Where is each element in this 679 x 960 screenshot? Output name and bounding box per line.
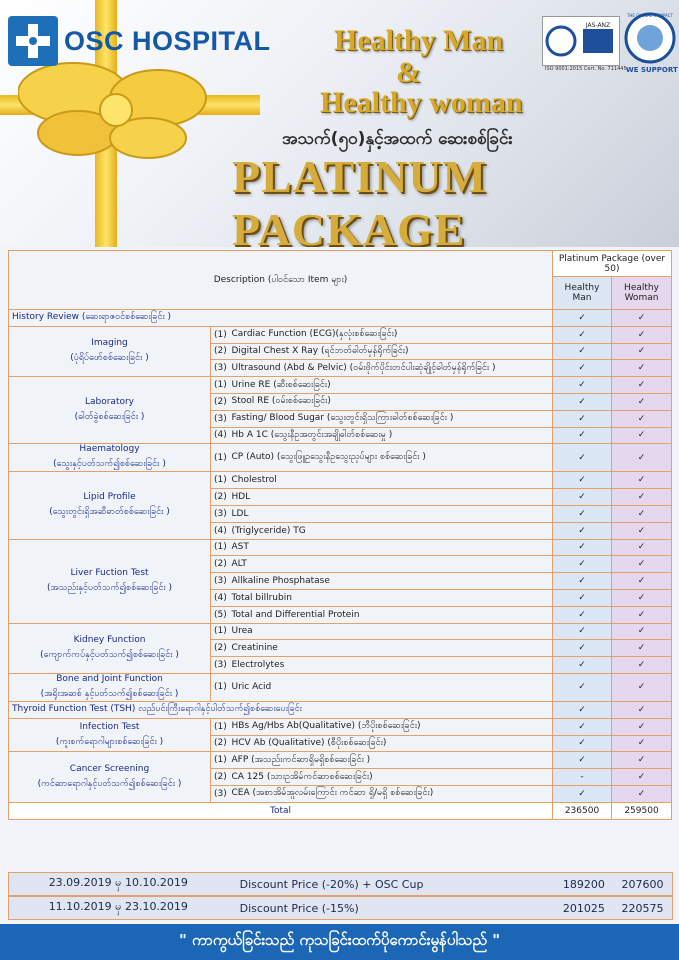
healthy-woman-header: Healthy Woman [612, 277, 672, 310]
woman-check: ✓ [612, 606, 672, 623]
item-name: Urine RE (ဆီးစစ်ဆေးခြင်း) [229, 377, 553, 394]
history-review: History Review (ဆေးရာဇဝင်စစ်ဆေးခြင်း ) [9, 310, 553, 327]
man-check: ✓ [553, 377, 612, 394]
item-name: CEA (အစာအိမ်အူလမ်းကြောင်း ကင်ဆာ ရှိ/မရှိ စစ်ဆေးခြင်း) [229, 785, 553, 802]
package-header: Platinum Package (over 50) [553, 251, 672, 277]
discount-row-2 [8, 896, 673, 920]
category-title: Lipid Profile [83, 491, 136, 502]
woman-check: ✓ [612, 505, 672, 522]
man-check: ✓ [553, 673, 612, 701]
man-check: ✓ [553, 489, 612, 506]
item-number: (4) [211, 522, 229, 539]
table-row [9, 472, 672, 489]
item-number: (2) [211, 343, 229, 360]
category-cell [9, 718, 211, 752]
item-number: (2) [211, 556, 229, 573]
woman-check: ✓ [612, 410, 672, 427]
man-check: ✓ [553, 444, 612, 472]
woman-check: ✓ [612, 735, 672, 752]
category-title: Haematology [79, 444, 140, 455]
table-row [9, 539, 672, 556]
item-name: Stool RE (ဝမ်းစစ်ဆေးခြင်း) [229, 393, 553, 410]
category-cell [9, 623, 211, 673]
discount-woman-price: 207600 [621, 877, 664, 891]
category-title: Bone and Joint Function [56, 673, 163, 684]
man-check: ✓ [553, 427, 612, 444]
category-subtitle: (ပုံရိပ်ဖော်စစ်ဆေးခြင်း ) [70, 352, 149, 363]
woman-check: ✓ [612, 522, 672, 539]
cert-number: ISO 9001:2015 Cert. No. 711445 [545, 66, 627, 72]
woman-check: ✓ [612, 785, 672, 802]
category-subtitle: (အရိုးအဆစ် နှင့်ပတ်သက်၍စစ်ဆေးခြင်း ) [40, 688, 179, 699]
we-support-label: WE SUPPORT [626, 66, 678, 74]
discount-dates: 23.09.2019 မှ 10.10.2019 [48, 876, 188, 889]
man-check: ✓ [553, 657, 612, 674]
item-name: HDL [229, 489, 553, 506]
item-name: Electrolytes [229, 657, 553, 674]
total-label: Total [9, 802, 553, 819]
man-check: ✓ [553, 326, 612, 343]
man-check: ✓ [553, 472, 612, 489]
title-healthy-man: Healthy Man [334, 24, 504, 57]
item-number: (1) [211, 539, 229, 556]
woman-check: ✓ [612, 573, 672, 590]
woman-check: ✓ [612, 673, 672, 701]
category-title: Cancer Screening [69, 763, 150, 774]
table-row [9, 673, 672, 701]
item-number: (2) [211, 393, 229, 410]
woman-check: ✓ [612, 589, 672, 606]
check-mark: ✓ [553, 310, 612, 327]
item-name: Total and Differential Protein [229, 606, 553, 623]
item-name: AST [229, 539, 553, 556]
table-row [9, 718, 672, 735]
age-subtitle: အသက်(၅၀)နှင့်အထက် ဆေးစစ်ခြင်း [282, 129, 513, 149]
item-number: (1) [211, 326, 229, 343]
category-subtitle: (သွေးနှင့်ပတ်သက်၍စစ်ဆေးခြင်း ) [53, 459, 166, 470]
item-name: Creatinine [229, 640, 553, 657]
man-check: ✓ [553, 522, 612, 539]
man-check: ✓ [553, 640, 612, 657]
item-number: (3) [211, 360, 229, 377]
description-header: Description (ပါဝင်သော Item များ) [9, 251, 553, 310]
category-cell [9, 752, 211, 802]
item-number: (3) [211, 410, 229, 427]
discount-row-1 [8, 872, 673, 896]
item-name: CP (Auto) (သွေးဖြူဥသွေးနီဥသွေးညှပ်များ စစ်ဆေးခြင်း ) [229, 444, 553, 472]
table-row [9, 623, 672, 640]
man-check: - [553, 769, 612, 786]
woman-check: ✓ [612, 556, 672, 573]
category-cell [9, 673, 211, 701]
item-name: ALT [229, 556, 553, 573]
discount-man-price: 201025 [562, 901, 605, 915]
man-check: ✓ [553, 393, 612, 410]
woman-check: ✓ [612, 326, 672, 343]
item-number: (4) [211, 589, 229, 606]
hospital-name: OSC HOSPITAL [64, 25, 271, 56]
category-title: Imaging [91, 337, 128, 348]
category-cell [9, 539, 211, 623]
item-name: HCV Ab (Qualitative) (စီပိုးစစ်ဆေးခြင်း) [229, 735, 553, 752]
woman-check: ✓ [612, 427, 672, 444]
category-title: Liver Fuction Test [70, 567, 149, 578]
table-row [9, 377, 672, 394]
discount-man-price: 189200 [562, 877, 605, 891]
woman-check: ✓ [612, 343, 672, 360]
man-check: ✓ [553, 343, 612, 360]
item-number: (1) [211, 623, 229, 640]
man-check: ✓ [553, 623, 612, 640]
item-number: (5) [211, 606, 229, 623]
category-title: Laboratory [84, 396, 135, 407]
man-check: ✓ [553, 752, 612, 769]
jas-anz-label: JAS-ANZ [585, 22, 611, 29]
item-name: Hb A 1C (သွေးနီဥအတွင်းအချိုဓါတ်စစ်ဆေးမှု ) [229, 427, 553, 444]
discount-woman-price: 220575 [621, 901, 664, 915]
item-name: AFP (အသည်းကင်ဆာရှိမရှိစစ်ဆေးခြင်း ) [229, 752, 553, 769]
woman-check: ✓ [612, 377, 672, 394]
man-check: ✓ [553, 539, 612, 556]
certification-badge [542, 16, 620, 66]
man-check: ✓ [553, 718, 612, 735]
package-title: PLATINUM PACKAGE [232, 151, 488, 247]
man-check: ✓ [553, 505, 612, 522]
item-number: (3) [211, 573, 229, 590]
item-name: Urea [229, 623, 553, 640]
woman-check: ✓ [612, 657, 672, 674]
item-name: Fasting/ Blood Sugar (သွေးတွင်းရှိသကြားဓါတ်စစ်ဆေးခြင်း ) [229, 410, 553, 427]
category-cell [9, 377, 211, 444]
item-number: (1) [211, 444, 229, 472]
item-name: CA 125 (သားဥအိမ်ကင်ဆာစစ်ဆေးခြင်း) [229, 769, 553, 786]
total-woman: 259500 [612, 802, 672, 819]
woman-check: ✓ [612, 539, 672, 556]
category-subtitle: (ဓါတ်ခွဲစစ်ဆေးခြင်း ) [74, 411, 145, 422]
category-subtitle: (ကူးစက်ရောဂါများစစ်ဆေးခြင်း ) [55, 736, 164, 747]
item-name: Total billrubin [229, 589, 553, 606]
item-name: Uric Acid [229, 673, 553, 701]
item-name: Digital Chest X Ray (ရင်ဘတ်ဓါတ်မှန်ရိုက်ခြင်း) [229, 343, 553, 360]
category-title: Infection Test [79, 721, 140, 732]
category-subtitle: (သွေးတွင်းရှိအဆီဓာတ်စစ်ဆေးခြင်း ) [49, 506, 170, 517]
item-name: HBs Ag/Hbs Ab(Qualitative) (ဘီပိုးစစ်ဆေးခြင်း) [229, 718, 553, 735]
item-number: (1) [211, 377, 229, 394]
item-number: (3) [211, 785, 229, 802]
category-title: Kidney Function [73, 634, 146, 645]
man-check: ✓ [553, 410, 612, 427]
cross-icon [8, 16, 58, 66]
item-name: Cholestrol [229, 472, 553, 489]
total-man: 236500 [553, 802, 612, 819]
check-mark: ✓ [553, 701, 612, 718]
item-name: Cardiac Function (ECG)(နှလုံးစစ်ဆေးခြင်း) [229, 326, 553, 343]
item-number: (1) [211, 752, 229, 769]
thyroid-test: Thyroid Function Test (TSH) လည်ပင်းကြီးရောဂါနှင့်ပါတ်သက်၍စစ်ဆေးပေးခြင်း [9, 701, 553, 718]
discount-dates: 11.10.2019 မှ 23.10.2019 [48, 900, 188, 913]
woman-check: ✓ [612, 489, 672, 506]
item-number: (1) [211, 472, 229, 489]
woman-check: ✓ [612, 752, 672, 769]
man-check: ✓ [553, 589, 612, 606]
woman-check: ✓ [612, 640, 672, 657]
global-compact-ring-text: THE GLOBAL COMPACT [626, 13, 674, 18]
woman-check: ✓ [612, 360, 672, 377]
check-mark: ✓ [612, 310, 672, 327]
man-check: ✓ [553, 556, 612, 573]
discount-label: Discount Price (-20%) + OSC Cup [239, 877, 424, 891]
item-name: LDL [229, 505, 553, 522]
woman-check: ✓ [612, 623, 672, 640]
item-number: (2) [211, 769, 229, 786]
healthy-man-header: Healthy Man [553, 277, 612, 310]
footer-slogan: " ကာကွယ်ခြင်းသည် ကုသခြင်းထက်ပိုကောင်းမွန်ပါသည် " [0, 924, 679, 960]
global-compact-logo [622, 8, 678, 88]
table-row [9, 444, 672, 472]
category-cell [9, 472, 211, 539]
item-number: (1) [211, 718, 229, 735]
category-cell [9, 444, 211, 472]
woman-check: ✓ [612, 718, 672, 735]
woman-check: ✓ [612, 472, 672, 489]
item-number: (3) [211, 657, 229, 674]
table-row [9, 752, 672, 769]
category-subtitle: (အသည်းနှင့်ပတ်သက်၍စစ်ဆေးခြင်း ) [46, 582, 173, 593]
man-check: ✓ [553, 573, 612, 590]
man-check: ✓ [553, 785, 612, 802]
woman-check: ✓ [612, 444, 672, 472]
gold-bow-icon [18, 48, 208, 168]
man-check: ✓ [553, 360, 612, 377]
item-number: (1) [211, 673, 229, 701]
woman-check: ✓ [612, 769, 672, 786]
table-row [9, 326, 672, 343]
title-ampersand: & [396, 56, 421, 89]
item-number: (3) [211, 505, 229, 522]
category-subtitle: (ကျောက်ကပ်နှင့်ပတ်သက်၍စစ်ဆေးခြင်း ) [40, 649, 179, 660]
hospital-logo [8, 16, 271, 66]
item-name: Allkaline Phosphatase [229, 573, 553, 590]
package-table [8, 250, 671, 820]
item-number: (2) [211, 489, 229, 506]
item-number: (4) [211, 427, 229, 444]
man-check: ✓ [553, 735, 612, 752]
item-number: (2) [211, 640, 229, 657]
item-number: (2) [211, 735, 229, 752]
discount-label: Discount Price (-15%) [239, 901, 359, 915]
item-name: Ultrasound (Abd & Pelvic) (ဝမ်းဗိုက်ပိုင်းတင်ပါးဆုံချိုင့်ဓါတ်မှန်ရိုက်ခြင်း ) [229, 360, 553, 377]
title-healthy-woman: Healthy woman [320, 86, 523, 119]
category-subtitle: (ကင်ဆာရောဂါနှင့်ပတ်သက်၍စစ်ဆေးခြင်း ) [37, 778, 182, 789]
category-cell [9, 326, 211, 376]
item-name: (Triglyceride) TG [229, 522, 553, 539]
woman-check: ✓ [612, 393, 672, 410]
man-check: ✓ [553, 606, 612, 623]
check-mark: ✓ [612, 701, 672, 718]
header-banner [0, 0, 679, 247]
